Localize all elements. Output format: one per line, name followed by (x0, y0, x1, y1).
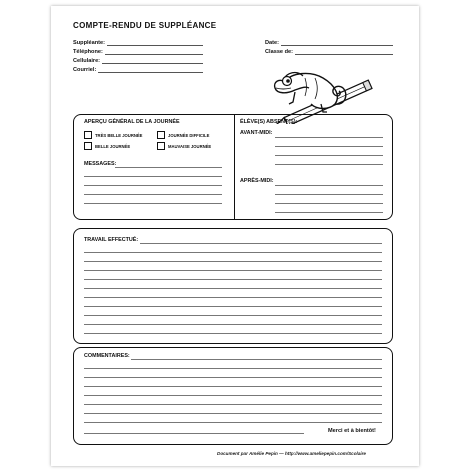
option-very-good-label: TRÈS BELLE JOURNÉE (95, 132, 143, 138)
substitute-input-line[interactable] (107, 39, 203, 46)
phone-input-line[interactable] (105, 48, 203, 55)
date-label: Date: (265, 40, 279, 46)
work-line[interactable] (84, 333, 382, 334)
form-sheet (51, 6, 419, 466)
checkbox[interactable] (84, 142, 92, 150)
work-line[interactable] (84, 315, 382, 316)
absent-line[interactable] (275, 185, 383, 186)
absent-line[interactable] (275, 194, 383, 195)
work-line[interactable] (84, 252, 382, 253)
comments-line[interactable] (84, 368, 382, 369)
comments-label: COMMENTAIRES: (84, 353, 130, 359)
checkbox[interactable] (157, 142, 165, 150)
thanks-text: Merci et à bientôt! (328, 428, 376, 434)
overview-title: APERÇU GÉNÉRAL DE LA JOURNÉE (84, 119, 180, 125)
class-input-line[interactable] (295, 48, 393, 55)
form-title: COMPTE-RENDU DE SUPPLÉANCE (73, 21, 217, 30)
option-very-good[interactable] (84, 131, 142, 139)
checkbox[interactable] (84, 131, 92, 139)
work-line[interactable] (84, 270, 382, 271)
absent-line[interactable] (275, 164, 383, 165)
phone-field (73, 46, 203, 55)
email-field (73, 64, 203, 73)
comments-line[interactable] (131, 359, 382, 360)
messages-line[interactable] (84, 194, 222, 195)
substitute-field (73, 37, 203, 46)
absent-line[interactable] (275, 155, 383, 156)
option-good-label: BELLE JOURNÉE (95, 143, 131, 149)
work-box (73, 228, 393, 344)
absent-line[interactable] (275, 212, 383, 213)
email-input-line[interactable] (98, 66, 203, 73)
overview-divider (234, 114, 235, 220)
absent-line[interactable] (275, 146, 383, 147)
option-difficult-label: JOURNÉE DIFFICILE (168, 132, 210, 138)
work-line[interactable] (84, 279, 382, 280)
email-label: Courriel: (73, 67, 97, 73)
checkbox[interactable] (157, 131, 165, 139)
absent-title: ÉLÈVE(S) ABSENT(S): (240, 119, 298, 125)
comments-line[interactable] (84, 413, 382, 414)
option-difficult[interactable] (157, 131, 209, 139)
cell-field (73, 55, 203, 64)
work-line[interactable] (84, 306, 382, 307)
option-bad[interactable] (157, 142, 211, 150)
comments-line[interactable] (84, 422, 382, 423)
messages-line[interactable] (84, 203, 222, 204)
afternoon-label: APRÈS-MIDI: (240, 178, 274, 184)
absent-line[interactable] (275, 137, 383, 138)
option-bad-label: MAUVAISE JOURNÉE (168, 143, 212, 149)
work-line[interactable] (84, 288, 382, 289)
work-line[interactable] (140, 243, 382, 244)
messages-line[interactable] (115, 167, 222, 168)
class-label: Classe de: (265, 49, 293, 55)
comments-line[interactable] (84, 377, 382, 378)
option-good[interactable] (84, 142, 130, 150)
absent-line[interactable] (275, 203, 383, 204)
comments-line[interactable] (84, 404, 382, 405)
comments-line[interactable] (84, 386, 382, 387)
footer-credit: Document par Amélie Pepin — http://www.ameliepepin.com/Scolaire (217, 451, 366, 456)
messages-label: MESSAGES: (84, 161, 117, 167)
cell-input-line[interactable] (102, 57, 203, 64)
work-line[interactable] (84, 297, 382, 298)
substitute-label: Suppléante: (73, 40, 106, 46)
date-field (265, 37, 393, 46)
cell-label: Cellulaire: (73, 58, 101, 64)
work-line[interactable] (84, 324, 382, 325)
morning-label: AVANT-MIDI: (240, 130, 273, 136)
date-input-line[interactable] (281, 39, 393, 46)
phone-label: Téléphone: (73, 49, 103, 55)
class-field (265, 46, 393, 55)
messages-line[interactable] (84, 176, 222, 177)
messages-line[interactable] (84, 185, 222, 186)
work-label: TRAVAIL EFFECTUÉ: (84, 237, 139, 243)
comments-line[interactable] (84, 433, 304, 434)
work-line[interactable] (84, 261, 382, 262)
comments-line[interactable] (84, 395, 382, 396)
